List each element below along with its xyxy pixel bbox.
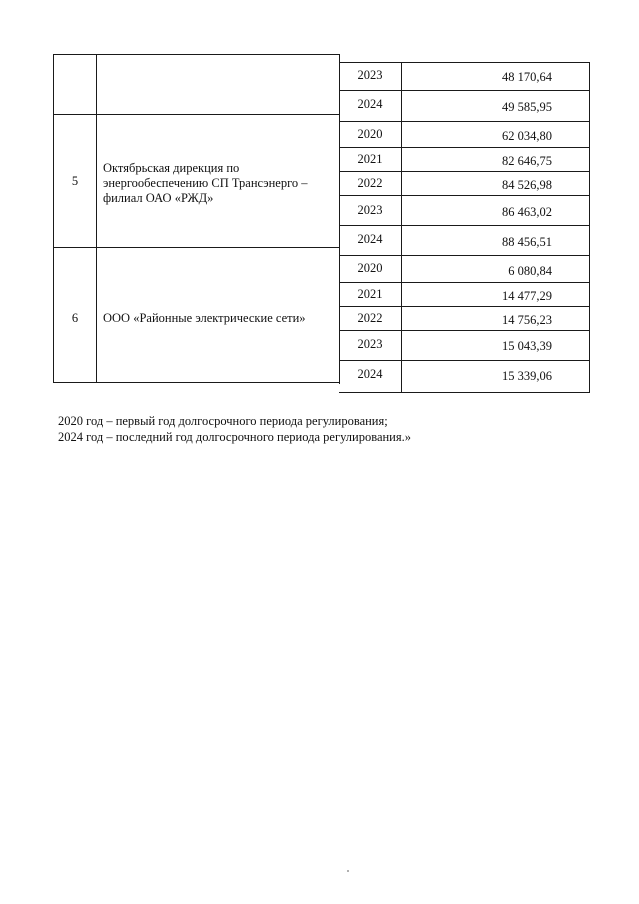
year-cell: 2023 [357,337,383,351]
value-cell: 14 756,23 [502,313,552,327]
value-cell: 15 339,06 [502,369,552,383]
row-line [339,171,590,172]
value-cell: 88 456,51 [502,235,552,249]
row-number: 6 [71,311,79,325]
table-border-top-right [339,62,590,63]
value-cell: 49 585,95 [502,100,552,114]
group-separator [53,114,340,115]
row-line [339,195,590,196]
table-border-bottom-right [339,392,590,393]
organization-name [103,311,343,326]
table-border-right [589,62,590,393]
organization-name-line: ООО «Районные электрические сети» [103,311,306,325]
year-cell: 2021 [357,152,383,166]
value-cell: 82 646,75 [502,154,552,168]
group-separator-right [339,121,590,122]
footnote-last-year: 2024 год – последний год долгосрочного периода регулирования.» [58,430,411,444]
year-cell: 2022 [357,176,383,190]
table-border-bottom [53,382,340,383]
organization-name-line: Октябрьская дирекция по [103,161,240,175]
table-border-left [53,54,54,383]
table-column-divider-1 [96,54,97,383]
value-cell: 15 043,39 [502,339,552,353]
group-separator-right [339,255,590,256]
value-cell: 6 080,84 [508,264,552,278]
value-cell: 86 463,02 [502,205,552,219]
year-cell: 2024 [357,367,383,381]
row-line [339,360,590,361]
year-cell: 2020 [357,261,383,275]
value-cell: 14 477,29 [502,289,552,303]
row-line [339,306,590,307]
value-cell: 48 170,64 [502,70,552,84]
year-cell: 2021 [357,287,383,301]
value-cell: 62 034,80 [502,129,552,143]
year-cell: 2020 [357,127,383,141]
year-cell: 2023 [357,68,383,82]
year-cell: 2024 [357,232,383,246]
table-border-top [53,54,340,55]
organization-name-line: энергообеспечению СП Трансэнерго – [103,176,308,190]
value-cell: 84 526,98 [502,178,552,192]
year-cell: 2023 [357,203,383,217]
row-line [339,90,590,91]
organization-name-line: филиал ОАО «РЖД» [103,191,214,205]
row-number: 5 [71,174,79,188]
footnote-first-year: 2020 год – первый год долгосрочного периода регулирования; [58,414,388,428]
row-line [339,282,590,283]
group-separator [53,247,340,248]
year-cell: 2022 [357,311,383,325]
row-line [339,330,590,331]
row-line [339,147,590,148]
year-cell: 2024 [357,97,383,111]
organization-name [103,161,343,206]
scan-speck [347,870,349,872]
row-line [339,225,590,226]
